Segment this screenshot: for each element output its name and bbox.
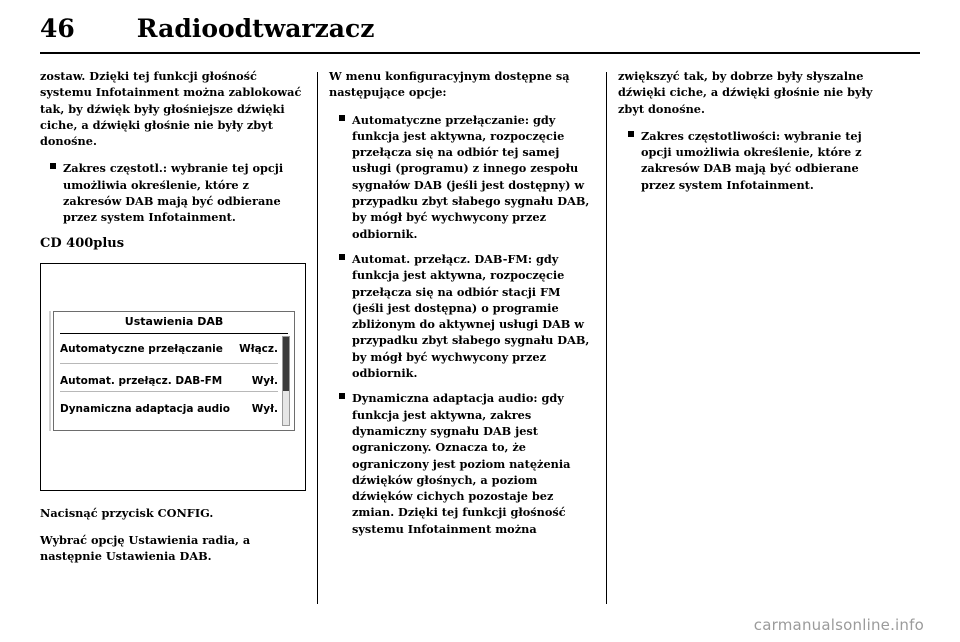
paragraph: zostaw. Dzięki tej funkcji głośność systemu Infotainment można zablokować tak, by dźwięk były głośniejsze dźwięki ciche, a dźwięki głośnie nie były zbyt donośne.	[40, 69, 302, 149]
screen-title: Ustawienia DAB	[124, 314, 224, 328]
paragraph: W menu konfiguracyjnym dostępne są następujące opcje:	[329, 69, 570, 100]
menu-row-label: Automatyczne przełączanie	[60, 342, 223, 355]
scrollbar-thumb[interactable]	[283, 337, 289, 392]
column-1	[40, 68, 306, 608]
list-item-text: Dynamiczna adaptacja audio: gdy funkcja jest aktywna, zakres dynamiczny sygnału DAB jest ograniczony. Oznacza to, że ograniczony jest poziom natężenia dźwięków głośnych, a poziom dźwięków cichych pozostaje bez zmian. Dzięki tej funkcji głośność systemu Infotainment można	[352, 391, 571, 536]
menu-row-auto-switch[interactable]	[60, 336, 278, 362]
list-item-text: Zakres częstotl.: wybranie tej opcji umożliwia określenie, które z zakresów DAB mają być odbierane przez system Infotainment.	[63, 161, 284, 225]
bullet-square-icon	[50, 160, 63, 225]
page-columns	[40, 68, 920, 608]
column-divider	[606, 72, 607, 604]
column-gap-1	[306, 68, 329, 608]
infotainment-screen	[53, 311, 295, 431]
bullet-square-icon	[339, 390, 352, 537]
figure-dab-settings-screen	[40, 263, 306, 491]
paragraph: zwiększyć tak, by dobrze były słyszalne dźwięki ciche, a dźwięki głośnie nie były zbyt donośne.	[618, 69, 873, 116]
scrollbar[interactable]	[282, 336, 290, 426]
page-header	[40, 14, 920, 54]
list-item	[329, 251, 595, 381]
menu-row-divider	[60, 391, 278, 392]
figure-bezel-edge	[49, 311, 51, 431]
column-2	[329, 68, 595, 608]
menu-row-value: Wył.	[251, 374, 278, 387]
header-divider	[40, 52, 920, 54]
list-item-text: Zakres częstotliwości: wybranie tej opcji umożliwia określenie, które z zakresów DAB mają być odbierane przez system Infotainment.	[641, 128, 862, 192]
list-item	[40, 160, 306, 225]
section-subhead: CD 400plus	[40, 235, 125, 251]
list-item-text: Automatyczne przełączanie: gdy funkcja jest aktywna, rozpoczęcie przełącza się na odbiór tej samej usługi (programu) z innego zespołu sygnałów DAB (jeśli jest dostępny) w przypadku zbyt słabego sygnału DAB, by mógł być wychwycony przez odbiornik.	[352, 112, 590, 241]
paragraph: Nacisnąć przycisk CONFIG.	[40, 505, 214, 520]
list-item	[329, 112, 595, 242]
paragraph: Wybrać opcję Ustawienia radia, a następnie Ustawienia DAB.	[40, 532, 251, 564]
list-item	[618, 128, 884, 193]
column-divider	[317, 72, 318, 604]
menu-row-divider	[60, 363, 278, 364]
screen-title-divider	[60, 333, 288, 334]
column-3	[618, 68, 884, 608]
list-item	[329, 390, 595, 537]
watermark: carmanualsonline.info	[753, 616, 924, 634]
page-number: 46	[40, 14, 75, 43]
menu-row-value: Wył.	[251, 402, 278, 415]
column-gap-2	[595, 68, 618, 608]
page-title: Radioodtwarzacz	[136, 14, 375, 43]
menu-row-label: Automat. przełącz. DAB-FM	[60, 374, 223, 387]
menu-row-value: Włącz.	[239, 342, 278, 355]
bullet-square-icon	[339, 251, 352, 381]
bullet-square-icon	[339, 112, 352, 242]
menu-row-dynamic-audio[interactable]	[60, 396, 278, 422]
list-item-text: Automat. przełącz. DAB-FM: gdy funkcja jest aktywna, rozpoczęcie przełącza się na odbiór stacji FM (jeśli jest dostępna) o programie zbliżonym do aktywnej usługi DAB w przypadku zbyt słabego sygnału DAB, by mógł być wychwycony przez odbiornik.	[352, 251, 590, 381]
menu-row-label: Dynamiczna adaptacja audio	[60, 402, 230, 415]
bullet-square-icon	[628, 128, 641, 193]
